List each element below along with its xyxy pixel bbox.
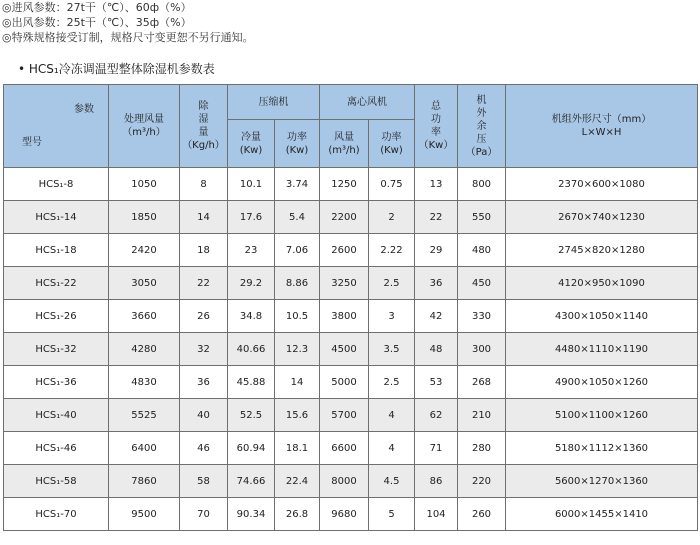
cell-pressure: 220	[458, 465, 506, 498]
cell-comp-power: 5.4	[275, 201, 320, 234]
cell-total: 29	[415, 234, 458, 267]
cell-dims: 2745×820×1280	[506, 234, 698, 267]
cell-fan-power: 4	[369, 399, 415, 432]
table-caption: • HCS₁冷冻调温型整体除湿机参数表	[18, 62, 215, 76]
cell-airflow: 4280	[109, 333, 180, 366]
cell-total: 36	[415, 267, 458, 300]
table-body	[4, 168, 698, 531]
cell-fan-air: 8000	[320, 465, 369, 498]
cell-total: 48	[415, 333, 458, 366]
total-power-header: 总 功 率 （Kw）	[415, 85, 458, 168]
table-row	[4, 168, 698, 201]
cell-dims: 5180×1112×1360	[506, 432, 698, 465]
cell-airflow: 3660	[109, 300, 180, 333]
cell-dehum: 26	[180, 300, 228, 333]
cell-pressure: 550	[458, 201, 506, 234]
cell-dims: 4480×1110×1190	[506, 333, 698, 366]
cell-dims: 2370×600×1080	[506, 168, 698, 201]
cell-total: 13	[415, 168, 458, 201]
cell-fan-air: 1250	[320, 168, 369, 201]
cell-airflow: 1050	[109, 168, 180, 201]
cell-fan-air: 3800	[320, 300, 369, 333]
cell-comp-power: 12.3	[275, 333, 320, 366]
cell-comp-power: 14	[275, 366, 320, 399]
cell-model: HCS₁-18	[4, 234, 109, 267]
param-model-corner	[4, 85, 109, 168]
param-label: 参数	[74, 104, 94, 115]
cell-cooling: 90.34	[228, 498, 275, 531]
cell-cooling: 10.1	[228, 168, 275, 201]
cell-airflow: 1850	[109, 201, 180, 234]
cell-total: 22	[415, 201, 458, 234]
cell-model: HCS₁-32	[4, 333, 109, 366]
cell-dehum: 36	[180, 366, 228, 399]
cell-pressure: 260	[458, 498, 506, 531]
cell-dehum: 40	[180, 399, 228, 432]
cell-model: HCS₁-70	[4, 498, 109, 531]
table-row	[4, 465, 698, 498]
cell-comp-power: 7.06	[275, 234, 320, 267]
table-row	[4, 432, 698, 465]
cell-cooling: 17.6	[228, 201, 275, 234]
cell-fan-power: 4.5	[369, 465, 415, 498]
cell-pressure: 800	[458, 168, 506, 201]
dehum-header: 除 湿 量 （Kg/h）	[180, 85, 228, 168]
cell-fan-power: 3.5	[369, 333, 415, 366]
cell-pressure: 300	[458, 333, 506, 366]
cell-dehum: 18	[180, 234, 228, 267]
cell-total: 42	[415, 300, 458, 333]
cell-fan-power: 3	[369, 300, 415, 333]
cell-model: HCS₁-22	[4, 267, 109, 300]
cell-fan-power: 2	[369, 201, 415, 234]
fan-power-header: 功率 (Kw)	[369, 120, 415, 168]
cell-pressure: 280	[458, 432, 506, 465]
cell-dehum: 58	[180, 465, 228, 498]
cell-dehum: 8	[180, 168, 228, 201]
cell-dims: 5600×1270×1360	[506, 465, 698, 498]
airflow-header: 处理风量 （m³/h）	[109, 85, 180, 168]
cell-dims: 4900×1050×1260	[506, 366, 698, 399]
cell-cooling: 60.94	[228, 432, 275, 465]
table-row	[4, 267, 698, 300]
cell-fan-power: 4	[369, 432, 415, 465]
cell-fan-power: 2.5	[369, 267, 415, 300]
cell-pressure: 210	[458, 399, 506, 432]
table-row	[4, 201, 698, 234]
cell-cooling: 52.5	[228, 399, 275, 432]
table-row	[4, 399, 698, 432]
table-header	[4, 85, 698, 168]
note-custom: ◎特殊规格接受订制，规格尺寸变更恕不另行通知。	[2, 31, 254, 44]
cell-cooling: 45.88	[228, 366, 275, 399]
cell-total: 53	[415, 366, 458, 399]
cell-total: 86	[415, 465, 458, 498]
cell-model: HCS₁-46	[4, 432, 109, 465]
cell-airflow: 4830	[109, 366, 180, 399]
note-outlet: ◎出风参数：25t干（℃）、35ф（%）	[2, 16, 192, 29]
cell-airflow: 5525	[109, 399, 180, 432]
cell-fan-air: 4500	[320, 333, 369, 366]
cell-fan-power: 5	[369, 498, 415, 531]
cell-cooling: 23	[228, 234, 275, 267]
cell-cooling: 40.66	[228, 333, 275, 366]
cell-fan-power: 2.5	[369, 366, 415, 399]
cell-comp-power: 3.74	[275, 168, 320, 201]
cell-cooling: 74.66	[228, 465, 275, 498]
cell-model: HCS₁-8	[4, 168, 109, 201]
cell-dehum: 14	[180, 201, 228, 234]
spec-table	[3, 84, 698, 531]
cell-total: 62	[415, 399, 458, 432]
cell-airflow: 3050	[109, 267, 180, 300]
fan-header: 离心风机	[320, 85, 415, 120]
cell-total: 71	[415, 432, 458, 465]
cell-comp-power: 10.5	[275, 300, 320, 333]
cell-fan-air: 5700	[320, 399, 369, 432]
cell-fan-air: 2600	[320, 234, 369, 267]
cell-comp-power: 15.6	[275, 399, 320, 432]
table-row	[4, 300, 698, 333]
cell-comp-power: 26.8	[275, 498, 320, 531]
cell-model: HCS₁-26	[4, 300, 109, 333]
cell-pressure: 268	[458, 366, 506, 399]
cell-dims: 4300×1050×1140	[506, 300, 698, 333]
cell-pressure: 330	[458, 300, 506, 333]
table-row	[4, 234, 698, 267]
cell-fan-air: 6600	[320, 432, 369, 465]
table-row	[4, 498, 698, 531]
model-label: 型号	[22, 137, 42, 148]
cell-airflow: 2420	[109, 234, 180, 267]
cell-fan-air: 3250	[320, 267, 369, 300]
cell-model: HCS₁-14	[4, 201, 109, 234]
cell-pressure: 480	[458, 234, 506, 267]
cell-dims: 6000×1455×1410	[506, 498, 698, 531]
cell-cooling: 29.2	[228, 267, 275, 300]
cell-comp-power: 8.86	[275, 267, 320, 300]
cell-airflow: 9500	[109, 498, 180, 531]
cell-cooling: 34.8	[228, 300, 275, 333]
cooling-header: 冷量 (Kw)	[228, 120, 275, 168]
note-inlet: ◎进风参数：27t干（℃）、60ф（%）	[2, 1, 192, 14]
notes	[2, 0, 254, 45]
cell-dehum: 70	[180, 498, 228, 531]
cell-fan-power: 0.75	[369, 168, 415, 201]
cell-model: HCS₁-36	[4, 366, 109, 399]
cell-dehum: 32	[180, 333, 228, 366]
table-row	[4, 333, 698, 366]
cell-comp-power: 18.1	[275, 432, 320, 465]
cell-dehum: 46	[180, 432, 228, 465]
cell-dims: 4120×950×1090	[506, 267, 698, 300]
cell-airflow: 7860	[109, 465, 180, 498]
cell-pressure: 450	[458, 267, 506, 300]
cell-fan-air: 2200	[320, 201, 369, 234]
comp-power-header: 功率 (Kw)	[275, 120, 320, 168]
cell-airflow: 6400	[109, 432, 180, 465]
table-row	[4, 366, 698, 399]
cell-dims: 5100×1100×1260	[506, 399, 698, 432]
dimensions-header: 机组外形尺寸（mm） L×W×H	[506, 85, 698, 168]
cell-comp-power: 22.4	[275, 465, 320, 498]
ext-pressure-header: 机 外 余 压 （Pa）	[458, 85, 506, 168]
cell-total: 104	[415, 498, 458, 531]
fan-air-header: 风量 (m³/h)	[320, 120, 369, 168]
cell-fan-power: 2.22	[369, 234, 415, 267]
cell-model: HCS₁-58	[4, 465, 109, 498]
compressor-header: 压缩机	[228, 85, 320, 120]
cell-dehum: 22	[180, 267, 228, 300]
cell-fan-air: 5000	[320, 366, 369, 399]
cell-dims: 2670×740×1230	[506, 201, 698, 234]
cell-fan-air: 9680	[320, 498, 369, 531]
cell-model: HCS₁-40	[4, 399, 109, 432]
